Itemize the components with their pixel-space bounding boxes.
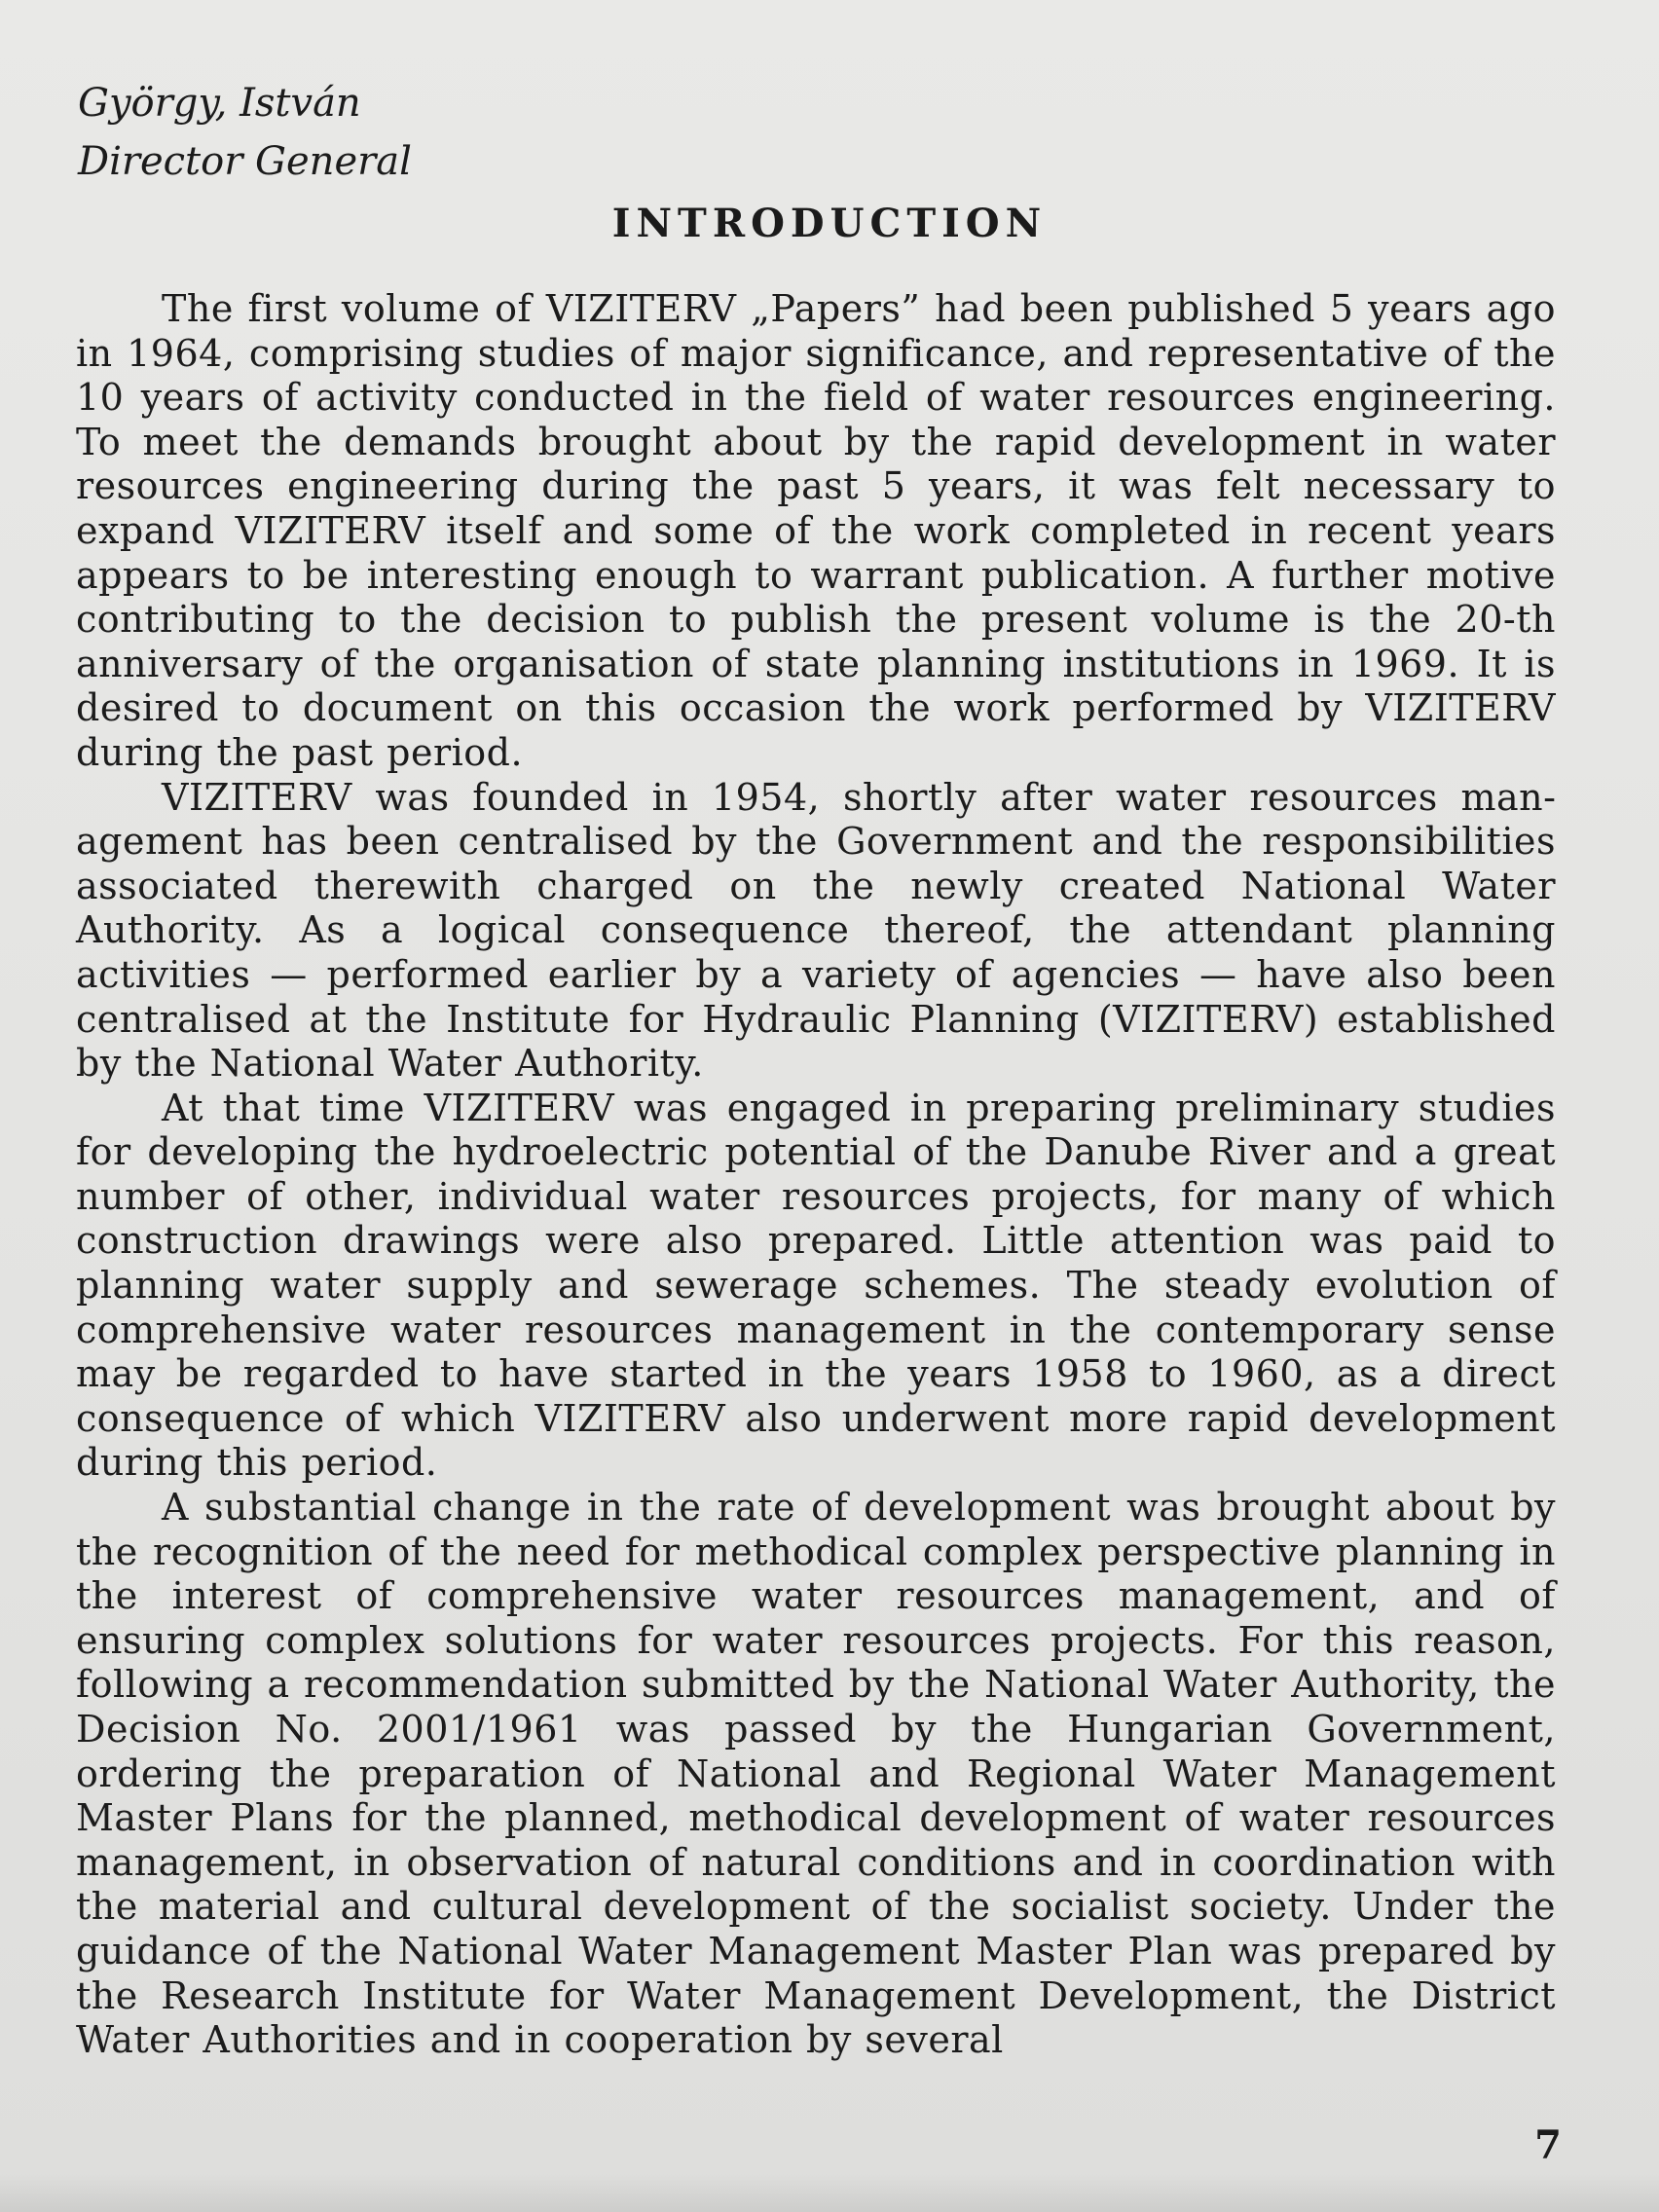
body-text — [76, 287, 1556, 2063]
page-edge-shadow — [0, 2173, 1659, 2212]
paragraph: A substantial change in the rate of development was brought about by the recognition of the need for methodical complex perspective planning in the interest of comprehensive water resources management, and of ensuring complex solutions for water resources projects. For this reason, following a recommendation submitted by the National Water Authority, the Decision No. 2001/1961 was passed by the Hungarian Government, ordering the preparation of National and Regional Water Management Master Plans for the planned, methodical development of water resources management, in observation of natural conditions and in coordination with the material and cultural development of the socialist society. Under the guidance of the National Water Management Master Plan was prepared by the Research Institute for Water Management Development, the District Water Authorities and in cooperation by several — [76, 1486, 1556, 2062]
page-title: INTRODUCTION — [611, 201, 1048, 246]
paragraph: VIZITERV was founded in 1954, shortly after water resources management has been centralised by the Government and the responsibilities associated therewith charged on the newly created National Water Authority. As a logical consequence thereof, the attendant planning activities — performed earlier by a variety of agencies — have also been centralised at the Institute for Hydraulic Planning (VIZITERV) established by the National Water Authority. — [76, 775, 1556, 1086]
page-number: 7 — [1534, 2122, 1562, 2168]
author-name: György, István — [78, 81, 361, 126]
paragraph: The first volume of VIZITERV „Papers” had been published 5 years ago in 1964, comprising studies of major significance, and representative of the 10 years of activity conducted in the field of water resources engineering. To meet the demands brought about by the rapid development in water resources engineering during the past 5 years, it was felt necessary to expand VIZITERV itself and some of the work completed in recent years appears to be interesting enough to warrant publication. A further motive contributing to the decision to publish the present volume is the 20-th anniversary of the organisation of state planning institutions in 1969. It is desired to document on this occasion the work performed by VIZITERV during the past period. — [76, 287, 1556, 774]
author-role: Director General — [78, 139, 412, 184]
paragraph: At that time VIZITERV was engaged in preparing preliminary studies for developing the hydroelectric potential of the Danube River and a great number of other, individual water resources projects, for many of which construction drawings were also prepared. Little attention was paid to planning water supply and sewerage schemes. The steady evolution of comprehensive water resources management in the contemporary sense may be regarded to have started in the years 1958 to 1960, as a direct consequence of which VIZITERV also underwent more rapid development during this period. — [76, 1086, 1556, 1485]
author-block — [78, 74, 412, 191]
